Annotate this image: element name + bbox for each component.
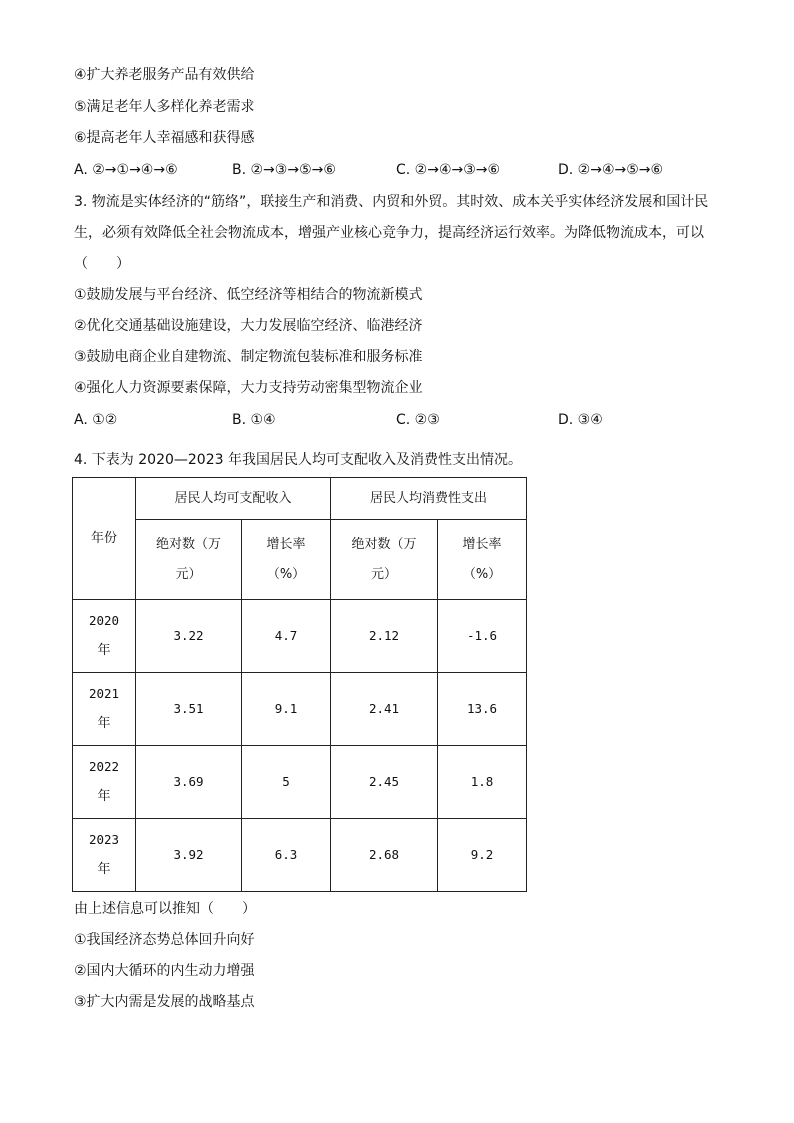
table-row (73, 600, 527, 673)
q3-stem-line-1: 3. 物流是实体经济的“筋络”，联接生产和消费、内贸和外贸。其时效、成本关乎实体经济发展和国计民 (74, 194, 709, 210)
table-header-row-2 (73, 520, 527, 600)
q4-statement-3: ③扩大内需是发展的战略基点 (74, 994, 255, 1010)
q3-statement-2: ②优化交通基础设施建设，大力发展临空经济、临港经济 (74, 318, 423, 334)
q3-statement-1: ①鼓励发展与平台经济、低空经济等相结合的物流新模式 (74, 287, 423, 303)
q4-statement-1: ①我国经济态势总体回升向好 (74, 932, 255, 948)
expenditure-abs-cell: 2.41 (331, 673, 438, 746)
year-cell: 2020 年 (73, 600, 136, 673)
statement-5: ⑤满足老年人多样化养老需求 (74, 99, 255, 115)
q3-option-b: B. ①④ (232, 412, 276, 428)
expenditure-abs-cell: 2.45 (331, 746, 438, 819)
q2-option-d: D. ②→④→⑤→⑥ (558, 162, 664, 178)
income-rate-cell: 5 (242, 746, 331, 819)
table-row (73, 746, 527, 819)
income-abs-header: 绝对数（万 元） (136, 520, 242, 600)
q2-option-a: A. ②→①→④→⑥ (74, 162, 178, 178)
q3-stem-line-2: 生，必须有效降低全社会物流成本，增强产业核心竞争力，提高经济运行效率。为降低物流成本，可以 (74, 225, 704, 241)
table-row (73, 673, 527, 746)
income-group-header: 居民人均可支配收入 (136, 478, 331, 520)
q2-options (74, 160, 714, 180)
expenditure-rate-cell: -1.6 (438, 600, 527, 673)
year-cell: 2022 年 (73, 746, 136, 819)
q3-statement-3: ③鼓励电商企业自建物流、制定物流包装标准和服务标准 (74, 349, 423, 365)
table-row (73, 819, 527, 892)
q3-option-c: C. ②③ (396, 412, 440, 428)
q4-prompt: 由上述信息可以推知（ ） (74, 901, 256, 917)
q3-options (74, 410, 714, 430)
expenditure-rate-header: 增长率 （%） (438, 520, 527, 600)
income-rate-cell: 6.3 (242, 819, 331, 892)
q3-option-a: A. ①② (74, 412, 118, 428)
expenditure-abs-header: 绝对数（万 元） (331, 520, 438, 600)
statement-4: ④扩大养老服务产品有效供给 (74, 67, 255, 83)
expenditure-rate-cell: 1.8 (438, 746, 527, 819)
income-abs-cell: 3.22 (136, 600, 242, 673)
q3-statement-4: ④强化人力资源要素保障，大力支持劳动密集型物流企业 (74, 380, 423, 396)
income-rate-cell: 4.7 (242, 600, 331, 673)
expenditure-group-header: 居民人均消费性支出 (331, 478, 527, 520)
income-rate-cell: 9.1 (242, 673, 331, 746)
table-header-row-1 (73, 478, 527, 520)
q2-option-c: C. ②→④→③→⑥ (396, 162, 501, 178)
income-rate-header: 增长率 （%） (242, 520, 331, 600)
expenditure-abs-cell: 2.68 (331, 819, 438, 892)
q2-option-b: B. ②→③→⑤→⑥ (232, 162, 336, 178)
year-header: 年份 (73, 478, 136, 600)
q3-stem-line-3: （ ） (74, 256, 130, 272)
income-abs-cell: 3.92 (136, 819, 242, 892)
year-cell: 2023 年 (73, 819, 136, 892)
year-cell: 2021 年 (73, 673, 136, 746)
expenditure-rate-cell: 13.6 (438, 673, 527, 746)
expenditure-abs-cell: 2.12 (331, 600, 438, 673)
q3-option-d: D. ③④ (558, 412, 603, 428)
income-expenditure-table (72, 477, 527, 892)
income-abs-cell: 3.51 (136, 673, 242, 746)
q4-stem: 4. 下表为 2020—2023 年我国居民人均可支配收入及消费性支出情况。 (74, 452, 522, 468)
income-abs-cell: 3.69 (136, 746, 242, 819)
expenditure-rate-cell: 9.2 (438, 819, 527, 892)
statement-6: ⑥提高老年人幸福感和获得感 (74, 130, 255, 146)
q4-statement-2: ②国内大循环的内生动力增强 (74, 963, 255, 979)
